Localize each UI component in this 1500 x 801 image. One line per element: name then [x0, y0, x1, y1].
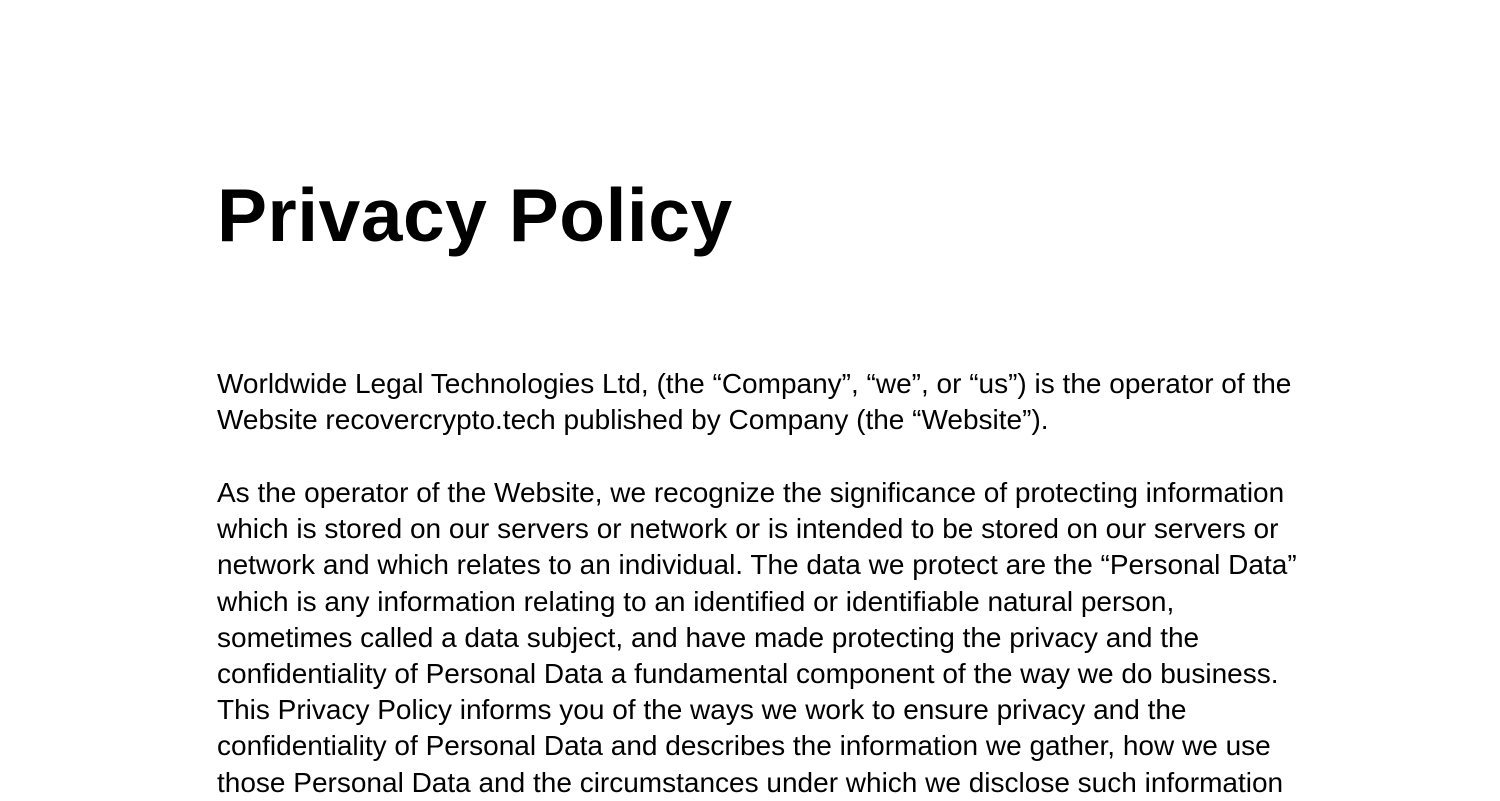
paragraph-line: which is any information relating to an identified or identifiable natural person,: [217, 585, 1175, 617]
paragraph-line: This Privacy Policy informs you of the ways we work to ensure privacy and the: [217, 694, 1187, 726]
paragraph-line: confidentiality of Personal Data a fundamental component of the way we do business.: [217, 658, 1279, 690]
paragraph-line: confidentiality of Personal Data and describes the information we gather, how we use: [217, 730, 1271, 762]
paragraph-line: those Personal Data and the circumstances under which we disclose such information: [217, 766, 1284, 798]
page-title: Privacy Policy: [217, 173, 733, 257]
paragraph-line: network and which relates to an individual. The data we protect are the “Personal Data”: [217, 549, 1297, 581]
paragraph-line: As the operator of the Website, we recognize the significance of protecting information: [217, 477, 1285, 508]
paragraph-line: which is stored on our servers or network or is intended to be stored on our servers or: [217, 513, 1279, 545]
paragraph-line: sometimes called a data subject, and have made protecting the privacy and the: [217, 621, 1200, 653]
paragraph-line: Website recovercrypto.tech published by Company (the “Website”).: [217, 404, 1049, 436]
paragraph-line: Worldwide Legal Technologies Ltd, (the “Company”, “we”, or “us”) is the operator of the: [217, 368, 1292, 399]
policy-paragraph: [217, 475, 1297, 801]
intro-paragraph: [217, 366, 1291, 438]
